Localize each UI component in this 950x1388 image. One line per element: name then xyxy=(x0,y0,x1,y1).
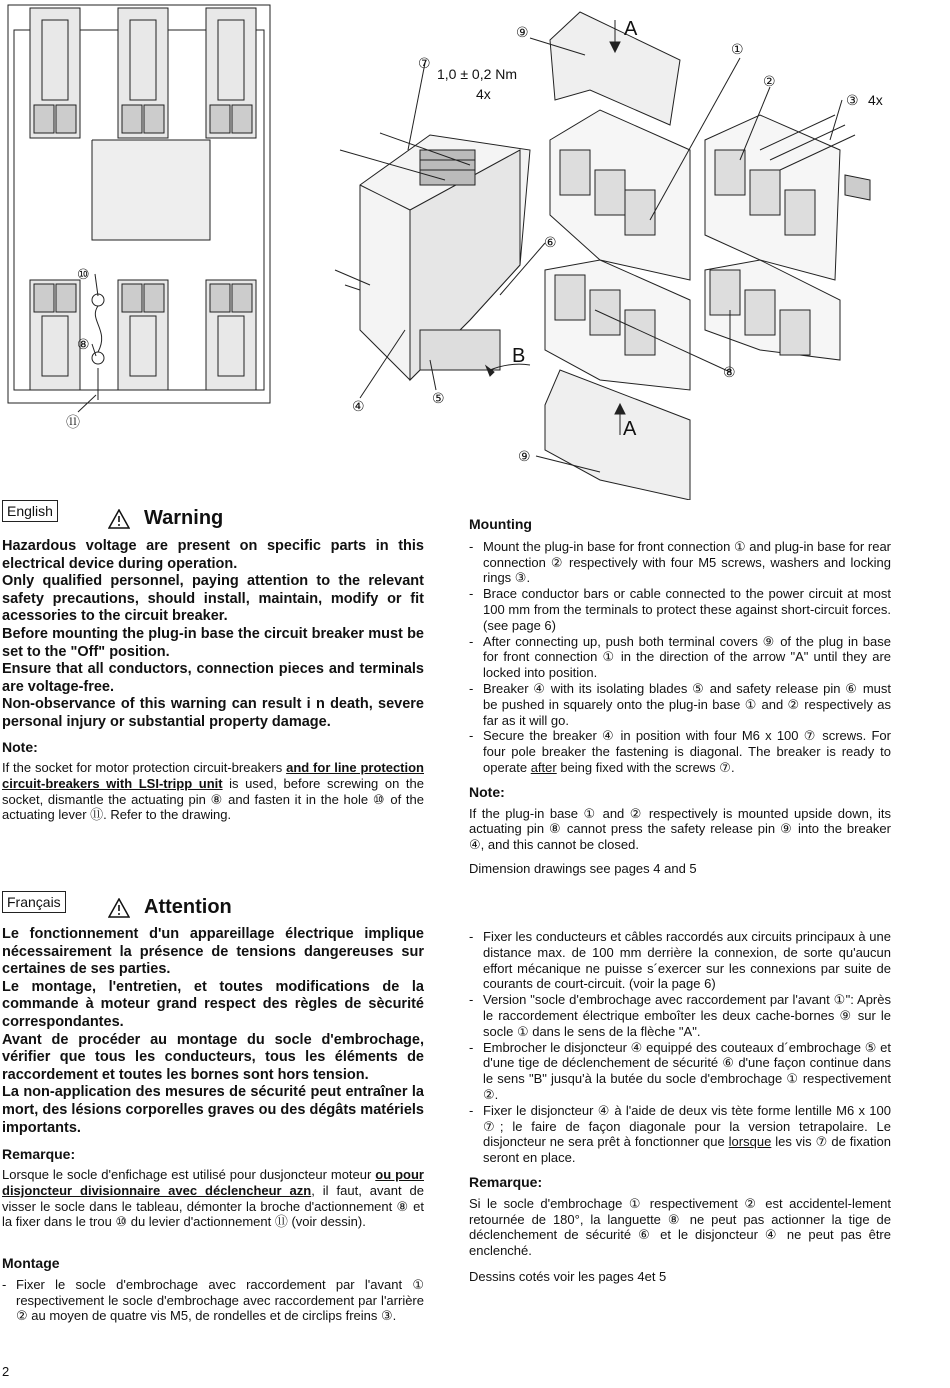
warning-heading xyxy=(108,507,223,530)
callout-10: ⑩ xyxy=(77,266,90,282)
montage-list xyxy=(2,1277,424,1324)
torque-label: 1,0 ± 0,2 Nm xyxy=(437,66,518,82)
callout-9-top: ⑨ xyxy=(516,24,529,40)
language-label-english: English xyxy=(2,500,58,522)
dessins-text: Dessins cotés voir les pages 4et 5 xyxy=(469,1268,667,1284)
list-item: - Mount the plug-in base for front connection ① and plug-in base for rear connection ② respectively with four M5 screws, washers and locking rings ③. xyxy=(469,539,891,586)
warning-paragraph: Hazardous voltage are present on specific parts in this electrical device during operation. xyxy=(2,538,424,572)
francais-montage xyxy=(2,1256,424,1324)
francais-right-list xyxy=(469,929,891,1166)
warning-paragraph: Only qualified personnel, paying attention to the relevant safety precautions, should install, maintain, modify or fit acessories to the circuit breaker. xyxy=(2,573,424,625)
warning-triangle-icon xyxy=(108,898,130,918)
note2-heading: Note: xyxy=(469,783,505,800)
remarque-heading: Remarque: xyxy=(2,1146,76,1162)
page-number: 2 xyxy=(2,1364,10,1379)
list-item: - Secure the breaker ④ in position with four M6 x 100 ⑦ screws. For four pole breaker the fastening is diagonal. The breaker is ready to operate after being fixed with the screws ⑦. xyxy=(469,728,891,775)
list-item: - After connecting up, push both terminal covers ⑨ of the plug in base for front connection ① in the direction of the arrow "A" until they are locked into position. xyxy=(469,634,891,681)
arrow-b-label: B xyxy=(512,345,526,367)
note-text: If the socket for motor protection circuit-breakers and for line protection circuit-breakers with LSI-tripp unit is used, before screwing on the socket, dismantle the actuating pin ⑧ and fasten it in the hole ⑩ of the actuating lever ⑪. Refer to the drawing. xyxy=(2,760,424,823)
callout-9-bottom: ⑨ xyxy=(518,448,531,464)
attention-title: Attention xyxy=(144,896,232,918)
english-mounting xyxy=(469,517,891,877)
screw-quantity: 4x xyxy=(868,92,883,108)
list-item: - Embrocher le disjoncteur ④ equippé des couteaux d´embrochage ⑤ et d'une tige de déclenchement de sécurité ⑥ d'une façon continue dans le sens "B" jusqu'à la butée du socle d'embrochage ① respectivement ②. xyxy=(469,1040,891,1103)
lower-terminal-covers xyxy=(545,260,840,500)
english-note xyxy=(2,739,424,836)
montage-heading: Montage xyxy=(2,1255,60,1271)
francais-remarque xyxy=(2,1146,424,1243)
list-item: - Fixer les conducteurs et câbles raccordés aux circuits principaux à une distance max. de 100 mm derrière la connexion, de sorte qu'aucun effort mécanique ne puisse s´exercer sur les connexions par suite de courants de court-circuit. (voir la page 6) xyxy=(469,929,891,992)
warning-paragraph: Non-observance of this warning can result i n death, severe personal injury or substantial property damage. xyxy=(2,696,424,730)
language-label-francais: Français xyxy=(2,891,66,913)
note-heading: Note: xyxy=(2,739,38,755)
upper-terminal-covers xyxy=(550,12,870,280)
torque-quantity: 4x xyxy=(476,86,491,102)
callout-3: ③ xyxy=(846,92,859,108)
arrow-a-label-top: A xyxy=(624,18,638,40)
callout-5: ⑤ xyxy=(432,390,445,406)
callout-1: ① xyxy=(731,41,744,57)
list-item: - Breaker ④ with its isolating blades ⑤ and safety release pin ⑥ must be pushed in squarely onto the plug-in base ① and ② respectively as far as it will go. xyxy=(469,681,891,728)
dimension-text: Dimension drawings see pages 4 and 5 xyxy=(469,860,697,876)
callout-8-right: ⑧ xyxy=(723,364,736,380)
warning-paragraph: Before mounting the plug-in base the circuit breaker must be set to the "Off" position. xyxy=(2,625,424,660)
remarque-text: Lorsque le socle d'enfichage est utilisé pour dusjoncteur moteur ou pour disjoncteur divisionnaire avec déclencheur azn, il faut, avant de visser le socle dans le tableau, démonter la broche d'actionnement ⑧ et la fixer dans le trou ⑩ du levier d'actionnement ⑪ (voir dessin). xyxy=(2,1167,424,1230)
francais-right-column xyxy=(469,929,891,1285)
english-warning-text xyxy=(2,538,424,732)
callout-7: ⑦ xyxy=(418,55,431,71)
callout-2: ② xyxy=(763,73,776,89)
remarque2-heading: Remarque: xyxy=(469,1173,543,1190)
warning-paragraph: Avant de procéder au montage du socle d'embrochage, vérifier que tous les conducteurs, tous les éléments de raccordement et toutes les bornes sont hors tension. xyxy=(2,1031,424,1083)
list-item: - Fixer le disjoncteur ④ à l'aide de deux vis tète forme lentille M6 x 100 ⑦; le faire de façon diagonale pour la version tetrapolaire. Le disjoncteur ne sera prêt à fonctionner que lorsque les vis ⑦ de fixation seront en place. xyxy=(469,1103,891,1166)
bottom-terminal-blocks xyxy=(30,280,256,390)
note2-text: If the plug-in base ① and ② respectively is mounted upside down, its actuating pin ⑧ cannot press the safety release pin ⑨ into the breaker ④, and this cannot be closed. xyxy=(469,805,891,853)
mounting-list xyxy=(469,539,891,776)
callout-6: ⑥ xyxy=(544,234,557,250)
warning-triangle-icon xyxy=(108,509,130,529)
list-item: - Brace conductor bars or cable connected to the power circuit at most 100 mm from the terminals to protect these against short-circuit forces. (see page 6) xyxy=(469,586,891,633)
callout-4: ④ xyxy=(352,398,365,414)
callout-11: ⑪ xyxy=(66,414,80,430)
callout-8-left: ⑧ xyxy=(77,336,90,352)
warning-paragraph: Le fonctionnement d'un appareillage électrique implique nécessairement la présence de tensions dangereuses sur certaines de ses parties. xyxy=(2,926,424,978)
warning-paragraph: La non-application des mesures de sécurité peut entraîner la mort, des lésions corporelles graves ou des dégâts matériels importants. xyxy=(2,1084,424,1136)
warning-paragraph: Ensure that all conductors, connection pieces and terminals are voltage-free. xyxy=(2,661,424,695)
list-item: - Fixer le socle d'embrochage avec raccordement par l'avant ① respectivement le socle d'embrochage avec raccordement par l'arrière ② au moyen de quatre vis M5, de rondelles et de circlips freins ③. xyxy=(2,1277,424,1324)
warning-paragraph: Le montage, l'entretien, et toutes modifications de la commande à moteur grand respect des règles de sècurité correspondantes. xyxy=(2,978,424,1030)
remarque2-text: Si le socle d'embrochage ① respectivement ② est accidentel-lement retournée de 180°, la languette ⑧ ne peut pas actionner la tige de déclenchement de sécurité ⑥ et le disjoncteur ④ ne peut pas être enclenché. xyxy=(469,1195,891,1259)
warning-title: Warning xyxy=(144,507,224,529)
top-terminal-blocks xyxy=(30,8,256,138)
list-item: - Version "socle d'embrochage avec raccordement par l'avant ①": Après le raccordement électrique emboîter les deux cache-bornes ⑨ sur le socle ① dans le sens de la flèche "A". xyxy=(469,992,891,1039)
francais-warning-text xyxy=(2,926,424,1137)
attention-heading xyxy=(108,896,232,919)
arrow-a-label-bottom: A xyxy=(623,418,637,440)
mounting-heading: Mounting xyxy=(469,516,532,532)
circuit-breaker-drawing xyxy=(335,133,530,380)
